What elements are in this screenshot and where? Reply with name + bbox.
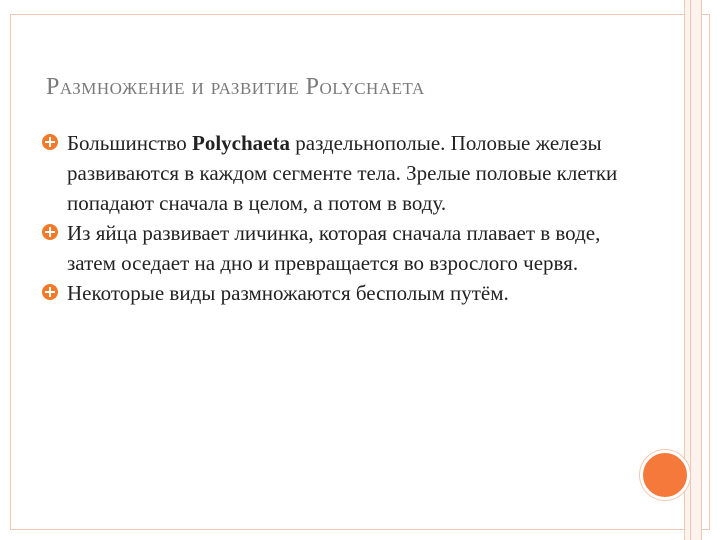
bullet-3-text: Некоторые виды размножаются бесполым путём. [67, 281, 509, 305]
bullet-item-3 [42, 278, 622, 308]
right-decor-band [684, 0, 702, 540]
bullet-1-bold: Polychaeta [192, 131, 290, 155]
bullet-item-2 [42, 218, 622, 278]
plus-circle-icon [42, 224, 58, 240]
bullet-1-lead: Большинство [67, 131, 193, 155]
title-taxon: Polychaeta [305, 74, 425, 100]
plus-circle-icon [42, 134, 58, 150]
orange-circle-icon [640, 450, 690, 500]
title-main: Размножение и развитие [46, 74, 306, 100]
bullet-item-1 [42, 128, 622, 218]
bullet-2-text: Из яйца развивает личинка, которая сначала плавает в воде, затем оседает на дно и превращается во взрослого червя. [67, 221, 601, 275]
bullet-1-rest: раздельнополые. Половые железы развиваются в каждом сегменте тела. Зрелые половые клетки попадают сначала в целом, а потом в воду. [67, 131, 618, 215]
slide-title [46, 74, 666, 101]
slide-content [42, 128, 622, 308]
plus-circle-icon [42, 284, 58, 300]
right-decor-line [690, 0, 691, 540]
